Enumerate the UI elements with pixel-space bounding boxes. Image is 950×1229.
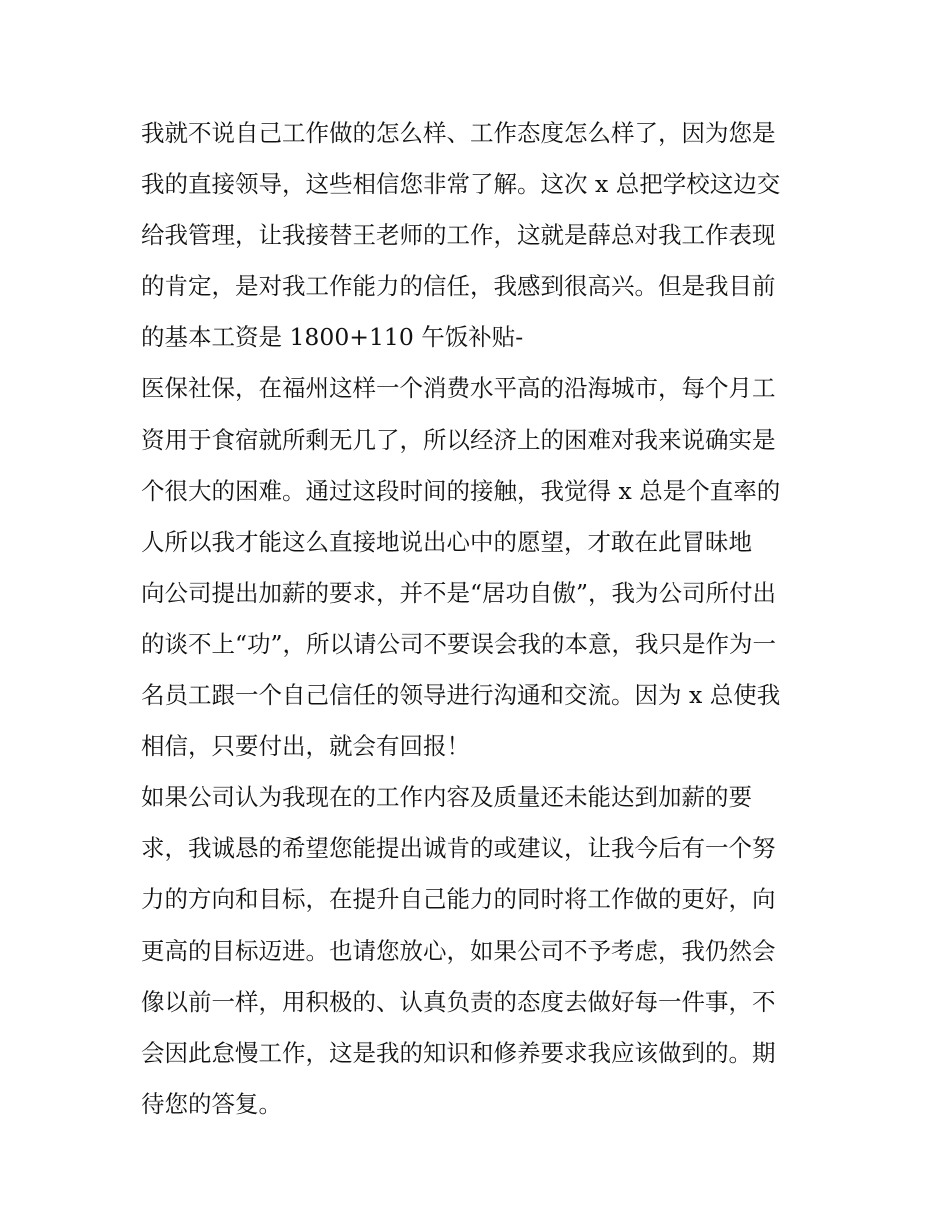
text-line-5: 的基本工资是 1800+110 午饭补贴-: [141, 323, 524, 352]
text-line-12: 名员工跟一个自己信任的领导进行沟通和交流。因为 x 总使我: [141, 681, 781, 710]
text-line-8: 个很大的困难。通过这段时间的接触，我觉得 x 总是个直率的: [141, 476, 781, 505]
text-line-15: 求，我诚恳的希望您能提出诚肯的或建议，让我今后有一个努: [141, 834, 776, 863]
text-line-2: 我的直接领导，这些相信您非常了解。这次 x 总把学校这边交: [141, 170, 781, 199]
text-line-20: 待您的答复。: [141, 1089, 282, 1118]
document-body: [141, 108, 821, 1130]
text-line-4: 的肯定，是对我工作能力的信任，我感到很高兴。但是我目前: [141, 272, 776, 301]
text-line-1: 我就不说自己工作做的怎么样、工作态度怎么样了，因为您是: [141, 119, 776, 147]
text-line-16: 力的方向和目标，在提升自己能力的同时将工作做的更好，向: [141, 885, 776, 914]
text-line-11: 的谈不上“功”，所以请公司不要误会我的本意，我只是作为一: [141, 629, 777, 658]
text-line-10: 向公司提出加薪的要求，并不是“居功自傲”，我为公司所付出: [141, 578, 777, 607]
text-line-19: 会因此怠慢工作，这是我的知识和修养要求我应该做到的。期: [141, 1038, 776, 1067]
text-line-7: 资用于食宿就所剩无几了，所以经济上的困难对我来说确实是: [141, 425, 776, 454]
text-line-6: 医保社保，在福州这样一个消费水平高的沿海城市，每个月工: [141, 374, 776, 403]
text-line-18: 像以前一样，用积极的、认真负责的态度去做好每一件事，不: [141, 987, 776, 1016]
text-line-13: 相信，只要付出，就会有回报！: [141, 732, 470, 761]
text-line-17: 更高的目标迈进。也请您放心，如果公司不予考虑，我仍然会: [141, 936, 776, 965]
text-line-14: 如果公司认为我现在的工作内容及质量还未能达到加薪的要: [141, 783, 752, 812]
text-line-3: 给我管理，让我接替王老师的工作，这就是薛总对我工作表现: [141, 221, 776, 250]
text-line-9: 人所以我才能这么直接地说出心中的愿望，才敢在此冒昧地: [141, 527, 752, 556]
